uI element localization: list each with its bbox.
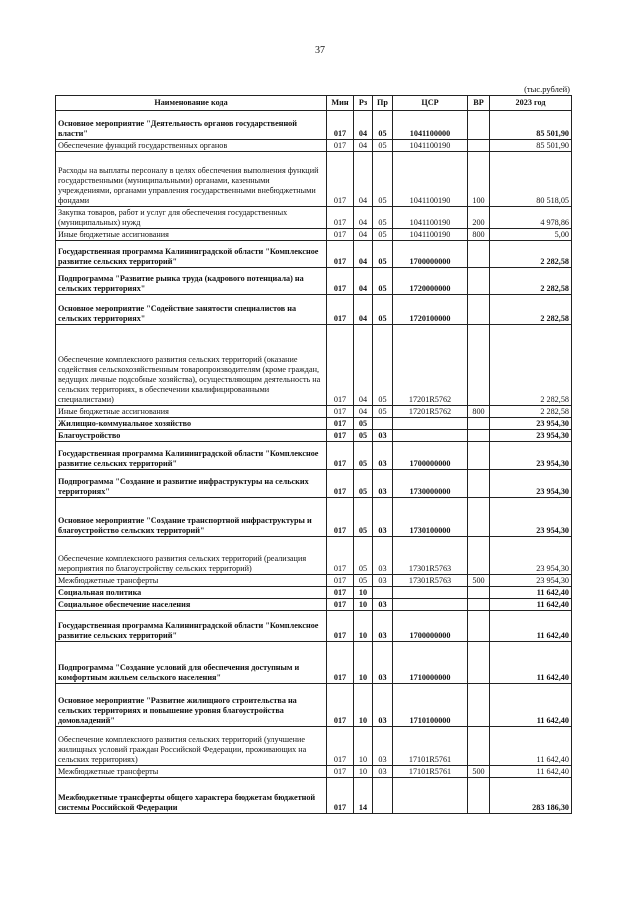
row-amount: 23 954,30 <box>490 537 572 575</box>
row-vr <box>468 498 490 537</box>
row-min: 017 <box>327 152 354 207</box>
row-name: Социальная политика <box>56 587 327 599</box>
row-min: 017 <box>327 587 354 599</box>
row-csr: 1730000000 <box>393 470 468 498</box>
row-pr: 05 <box>373 325 393 406</box>
row-csr <box>393 587 468 599</box>
row-min: 017 <box>327 207 354 229</box>
row-rz: 04 <box>354 229 373 241</box>
row-pr: 03 <box>373 727 393 766</box>
row-name: Основное мероприятие "Создание транспортной инфраструктуры и благоустройство сельских территорий" <box>56 498 327 537</box>
row-vr <box>468 778 490 814</box>
row-vr <box>468 325 490 406</box>
row-vr <box>468 599 490 611</box>
row-vr: 500 <box>468 575 490 587</box>
row-rz: 05 <box>354 430 373 442</box>
row-rz: 10 <box>354 611 373 642</box>
row-pr: 05 <box>373 207 393 229</box>
row-amount: 23 954,30 <box>490 418 572 430</box>
row-min: 017 <box>327 498 354 537</box>
row-min: 017 <box>327 778 354 814</box>
table-row <box>56 418 572 430</box>
row-amount: 23 954,30 <box>490 430 572 442</box>
row-name: Основное мероприятие "Развитие жилищного строительства на сельских территориях и повышение уровня благоустройства домовладений" <box>56 684 327 727</box>
header-min: Мин <box>327 96 354 111</box>
table-row <box>56 587 572 599</box>
row-amount: 2 282,58 <box>490 241 572 268</box>
row-name: Основное мероприятие "Деятельность органов государственной власти" <box>56 111 327 140</box>
row-csr: 1041100190 <box>393 229 468 241</box>
row-rz: 04 <box>354 152 373 207</box>
row-amount: 11 642,40 <box>490 587 572 599</box>
row-csr: 1041100190 <box>393 140 468 152</box>
row-rz: 04 <box>354 207 373 229</box>
row-csr: 17101R5761 <box>393 766 468 778</box>
row-min: 017 <box>327 111 354 140</box>
row-min: 017 <box>327 325 354 406</box>
row-pr: 05 <box>373 152 393 207</box>
table-row <box>56 684 572 727</box>
row-pr: 05 <box>373 295 393 325</box>
row-rz: 10 <box>354 684 373 727</box>
row-vr <box>468 241 490 268</box>
table-row <box>56 152 572 207</box>
row-pr: 03 <box>373 642 393 684</box>
row-csr: 1041100000 <box>393 111 468 140</box>
row-name: Основное мероприятие "Содействие занятости специалистов на сельских территориях" <box>56 295 327 325</box>
row-amount: 2 282,58 <box>490 406 572 418</box>
row-amount: 11 642,40 <box>490 599 572 611</box>
row-min: 017 <box>327 442 354 470</box>
row-min: 017 <box>327 241 354 268</box>
row-csr <box>393 430 468 442</box>
row-vr <box>468 470 490 498</box>
row-min: 017 <box>327 140 354 152</box>
table-row <box>56 430 572 442</box>
row-min: 017 <box>327 430 354 442</box>
row-pr: 05 <box>373 111 393 140</box>
row-amount: 11 642,40 <box>490 727 572 766</box>
row-name: Иные бюджетные ассигнования <box>56 229 327 241</box>
row-min: 017 <box>327 611 354 642</box>
row-csr: 1700000000 <box>393 611 468 642</box>
row-name: Межбюджетные трансферты <box>56 575 327 587</box>
row-pr: 03 <box>373 442 393 470</box>
row-rz: 05 <box>354 575 373 587</box>
row-vr <box>468 642 490 684</box>
row-pr <box>373 418 393 430</box>
row-vr <box>468 587 490 599</box>
row-name: Государственная программа Калининградской области "Комплексное развитие сельских территорий" <box>56 611 327 642</box>
page-number: 37 <box>315 45 325 56</box>
row-csr: 1710100000 <box>393 684 468 727</box>
table-header-row <box>56 96 572 111</box>
row-rz: 04 <box>354 295 373 325</box>
row-vr <box>468 611 490 642</box>
row-name: Социальное обеспечение населения <box>56 599 327 611</box>
row-vr: 800 <box>468 406 490 418</box>
row-amount: 11 642,40 <box>490 611 572 642</box>
table-row <box>56 207 572 229</box>
table-row <box>56 241 572 268</box>
row-min: 017 <box>327 684 354 727</box>
row-name: Государственная программа Калининградской области "Комплексное развитие сельских территорий" <box>56 442 327 470</box>
row-pr: 03 <box>373 684 393 727</box>
table-row <box>56 229 572 241</box>
row-name: Межбюджетные трансферты общего характера бюджетам бюджетной системы Российской Федерации <box>56 778 327 814</box>
table-row <box>56 325 572 406</box>
table-row <box>56 642 572 684</box>
row-amount: 23 954,30 <box>490 575 572 587</box>
row-vr <box>468 268 490 295</box>
table-row <box>56 599 572 611</box>
row-amount: 85 501,90 <box>490 140 572 152</box>
row-pr: 03 <box>373 537 393 575</box>
row-rz: 05 <box>354 442 373 470</box>
row-rz: 10 <box>354 587 373 599</box>
row-min: 017 <box>327 406 354 418</box>
row-name: Благоустройство <box>56 430 327 442</box>
row-csr: 1700000000 <box>393 442 468 470</box>
row-pr: 05 <box>373 140 393 152</box>
row-rz: 04 <box>354 325 373 406</box>
row-vr <box>468 140 490 152</box>
table-row <box>56 766 572 778</box>
row-vr <box>468 684 490 727</box>
row-vr <box>468 442 490 470</box>
row-csr <box>393 418 468 430</box>
row-min: 017 <box>327 470 354 498</box>
table-row <box>56 611 572 642</box>
row-pr: 03 <box>373 611 393 642</box>
row-amount: 23 954,30 <box>490 498 572 537</box>
row-name: Закупка товаров, работ и услуг для обеспечения государственных (муниципальных) нужд <box>56 207 327 229</box>
row-pr <box>373 587 393 599</box>
row-rz: 05 <box>354 418 373 430</box>
row-min: 017 <box>327 418 354 430</box>
row-csr: 17201R5762 <box>393 325 468 406</box>
row-amount: 2 282,58 <box>490 295 572 325</box>
row-vr: 200 <box>468 207 490 229</box>
row-rz: 05 <box>354 537 373 575</box>
row-rz: 04 <box>354 268 373 295</box>
row-vr <box>468 295 490 325</box>
row-rz: 10 <box>354 727 373 766</box>
row-amount: 283 186,30 <box>490 778 572 814</box>
row-name: Иные бюджетные ассигнования <box>56 406 327 418</box>
row-min: 017 <box>327 268 354 295</box>
row-min: 017 <box>327 766 354 778</box>
row-pr <box>373 778 393 814</box>
row-csr <box>393 599 468 611</box>
row-name: Обеспечение функций государственных органов <box>56 140 327 152</box>
table-row <box>56 111 572 140</box>
row-pr: 03 <box>373 430 393 442</box>
table-row <box>56 140 572 152</box>
row-vr <box>468 537 490 575</box>
header-pr: Пр <box>373 96 393 111</box>
row-pr: 03 <box>373 575 393 587</box>
row-vr <box>468 111 490 140</box>
row-amount: 11 642,40 <box>490 642 572 684</box>
header-vr: ВР <box>468 96 490 111</box>
row-amount: 5,00 <box>490 229 572 241</box>
row-min: 017 <box>327 599 354 611</box>
row-pr: 03 <box>373 599 393 611</box>
row-csr: 17201R5762 <box>393 406 468 418</box>
row-csr: 1710000000 <box>393 642 468 684</box>
row-vr: 500 <box>468 766 490 778</box>
row-amount: 11 642,40 <box>490 766 572 778</box>
row-min: 017 <box>327 229 354 241</box>
table-row <box>56 268 572 295</box>
row-pr: 03 <box>373 498 393 537</box>
row-name: Обеспечение комплексного развития сельских территорий (улучшение жилищных условий граждан Российской Федерации, проживающих на сельских территориях) <box>56 727 327 766</box>
budget-table-body <box>56 111 572 814</box>
table-row <box>56 470 572 498</box>
row-vr <box>468 430 490 442</box>
row-pr: 05 <box>373 241 393 268</box>
table-row <box>56 406 572 418</box>
row-rz: 10 <box>354 642 373 684</box>
table-row <box>56 727 572 766</box>
row-name: Межбюджетные трансферты <box>56 766 327 778</box>
row-pr: 03 <box>373 766 393 778</box>
row-amount: 23 954,30 <box>490 442 572 470</box>
header-amount: 2023 год <box>490 96 572 111</box>
row-csr <box>393 778 468 814</box>
row-amount: 4 978,86 <box>490 207 572 229</box>
header-csr: ЦСР <box>393 96 468 111</box>
row-name: Подпрограмма "Создание условий для обеспечения доступным и комфортным жильем сельского населения" <box>56 642 327 684</box>
row-rz: 04 <box>354 140 373 152</box>
row-vr: 100 <box>468 152 490 207</box>
row-csr: 1730100000 <box>393 498 468 537</box>
row-vr <box>468 727 490 766</box>
row-rz: 05 <box>354 498 373 537</box>
row-rz: 04 <box>354 241 373 268</box>
table-row <box>56 442 572 470</box>
row-min: 017 <box>327 727 354 766</box>
row-rz: 04 <box>354 111 373 140</box>
row-min: 017 <box>327 642 354 684</box>
row-csr: 17301R5763 <box>393 575 468 587</box>
row-min: 017 <box>327 537 354 575</box>
row-csr: 1720000000 <box>393 268 468 295</box>
row-min: 017 <box>327 295 354 325</box>
row-rz: 04 <box>354 406 373 418</box>
unit-note: (тыс.рублей) <box>524 84 570 94</box>
row-name: Расходы на выплаты персоналу в целях обеспечения выполнения функций государственными (муниципальными) органами, казенными учреждениями, органами управления государственными внебюджетными фондами <box>56 152 327 207</box>
row-min: 017 <box>327 575 354 587</box>
row-pr: 05 <box>373 229 393 241</box>
row-csr: 1041100190 <box>393 207 468 229</box>
table-row <box>56 537 572 575</box>
row-csr: 17101R5761 <box>393 727 468 766</box>
header-name: Наименование кода <box>56 96 327 111</box>
table-row <box>56 778 572 814</box>
row-pr: 05 <box>373 406 393 418</box>
row-rz: 14 <box>354 778 373 814</box>
row-name: Подпрограмма "Развитие рынка труда (кадрового потенциала) на сельских территориях" <box>56 268 327 295</box>
row-amount: 80 518,05 <box>490 152 572 207</box>
row-name: Обеспечение комплексного развития сельских территорий (реализация мероприятия по благоустройству сельских территорий) <box>56 537 327 575</box>
row-rz: 05 <box>354 470 373 498</box>
row-amount: 2 282,58 <box>490 268 572 295</box>
table-row <box>56 575 572 587</box>
row-name: Подпрограмма "Создание и развитие инфраструктуры на сельских территориях" <box>56 470 327 498</box>
row-name: Обеспечение комплексного развития сельских территорий (оказание содействия сельскохозяйственным товаропроизводителям (кроме граждан, ведущих личные подсобные хозяйства), осуществляющим деятельность на сельских территориях, в обеспечении квалифицированными специалистами) <box>56 325 327 406</box>
row-pr: 03 <box>373 470 393 498</box>
row-amount: 2 282,58 <box>490 325 572 406</box>
row-amount: 23 954,30 <box>490 470 572 498</box>
budget-table <box>55 95 572 814</box>
row-amount: 85 501,90 <box>490 111 572 140</box>
table-row <box>56 498 572 537</box>
row-pr: 05 <box>373 268 393 295</box>
row-vr: 800 <box>468 229 490 241</box>
row-name: Жилищно-коммунальное хозяйство <box>56 418 327 430</box>
row-csr: 1700000000 <box>393 241 468 268</box>
header-rz: Рз <box>354 96 373 111</box>
row-name: Государственная программа Калининградской области "Комплексное развитие сельских территорий" <box>56 241 327 268</box>
row-rz: 10 <box>354 766 373 778</box>
row-vr <box>468 418 490 430</box>
row-csr: 17301R5763 <box>393 537 468 575</box>
row-amount: 11 642,40 <box>490 684 572 727</box>
row-csr: 1720100000 <box>393 295 468 325</box>
row-csr: 1041100190 <box>393 152 468 207</box>
table-row <box>56 295 572 325</box>
row-rz: 10 <box>354 599 373 611</box>
